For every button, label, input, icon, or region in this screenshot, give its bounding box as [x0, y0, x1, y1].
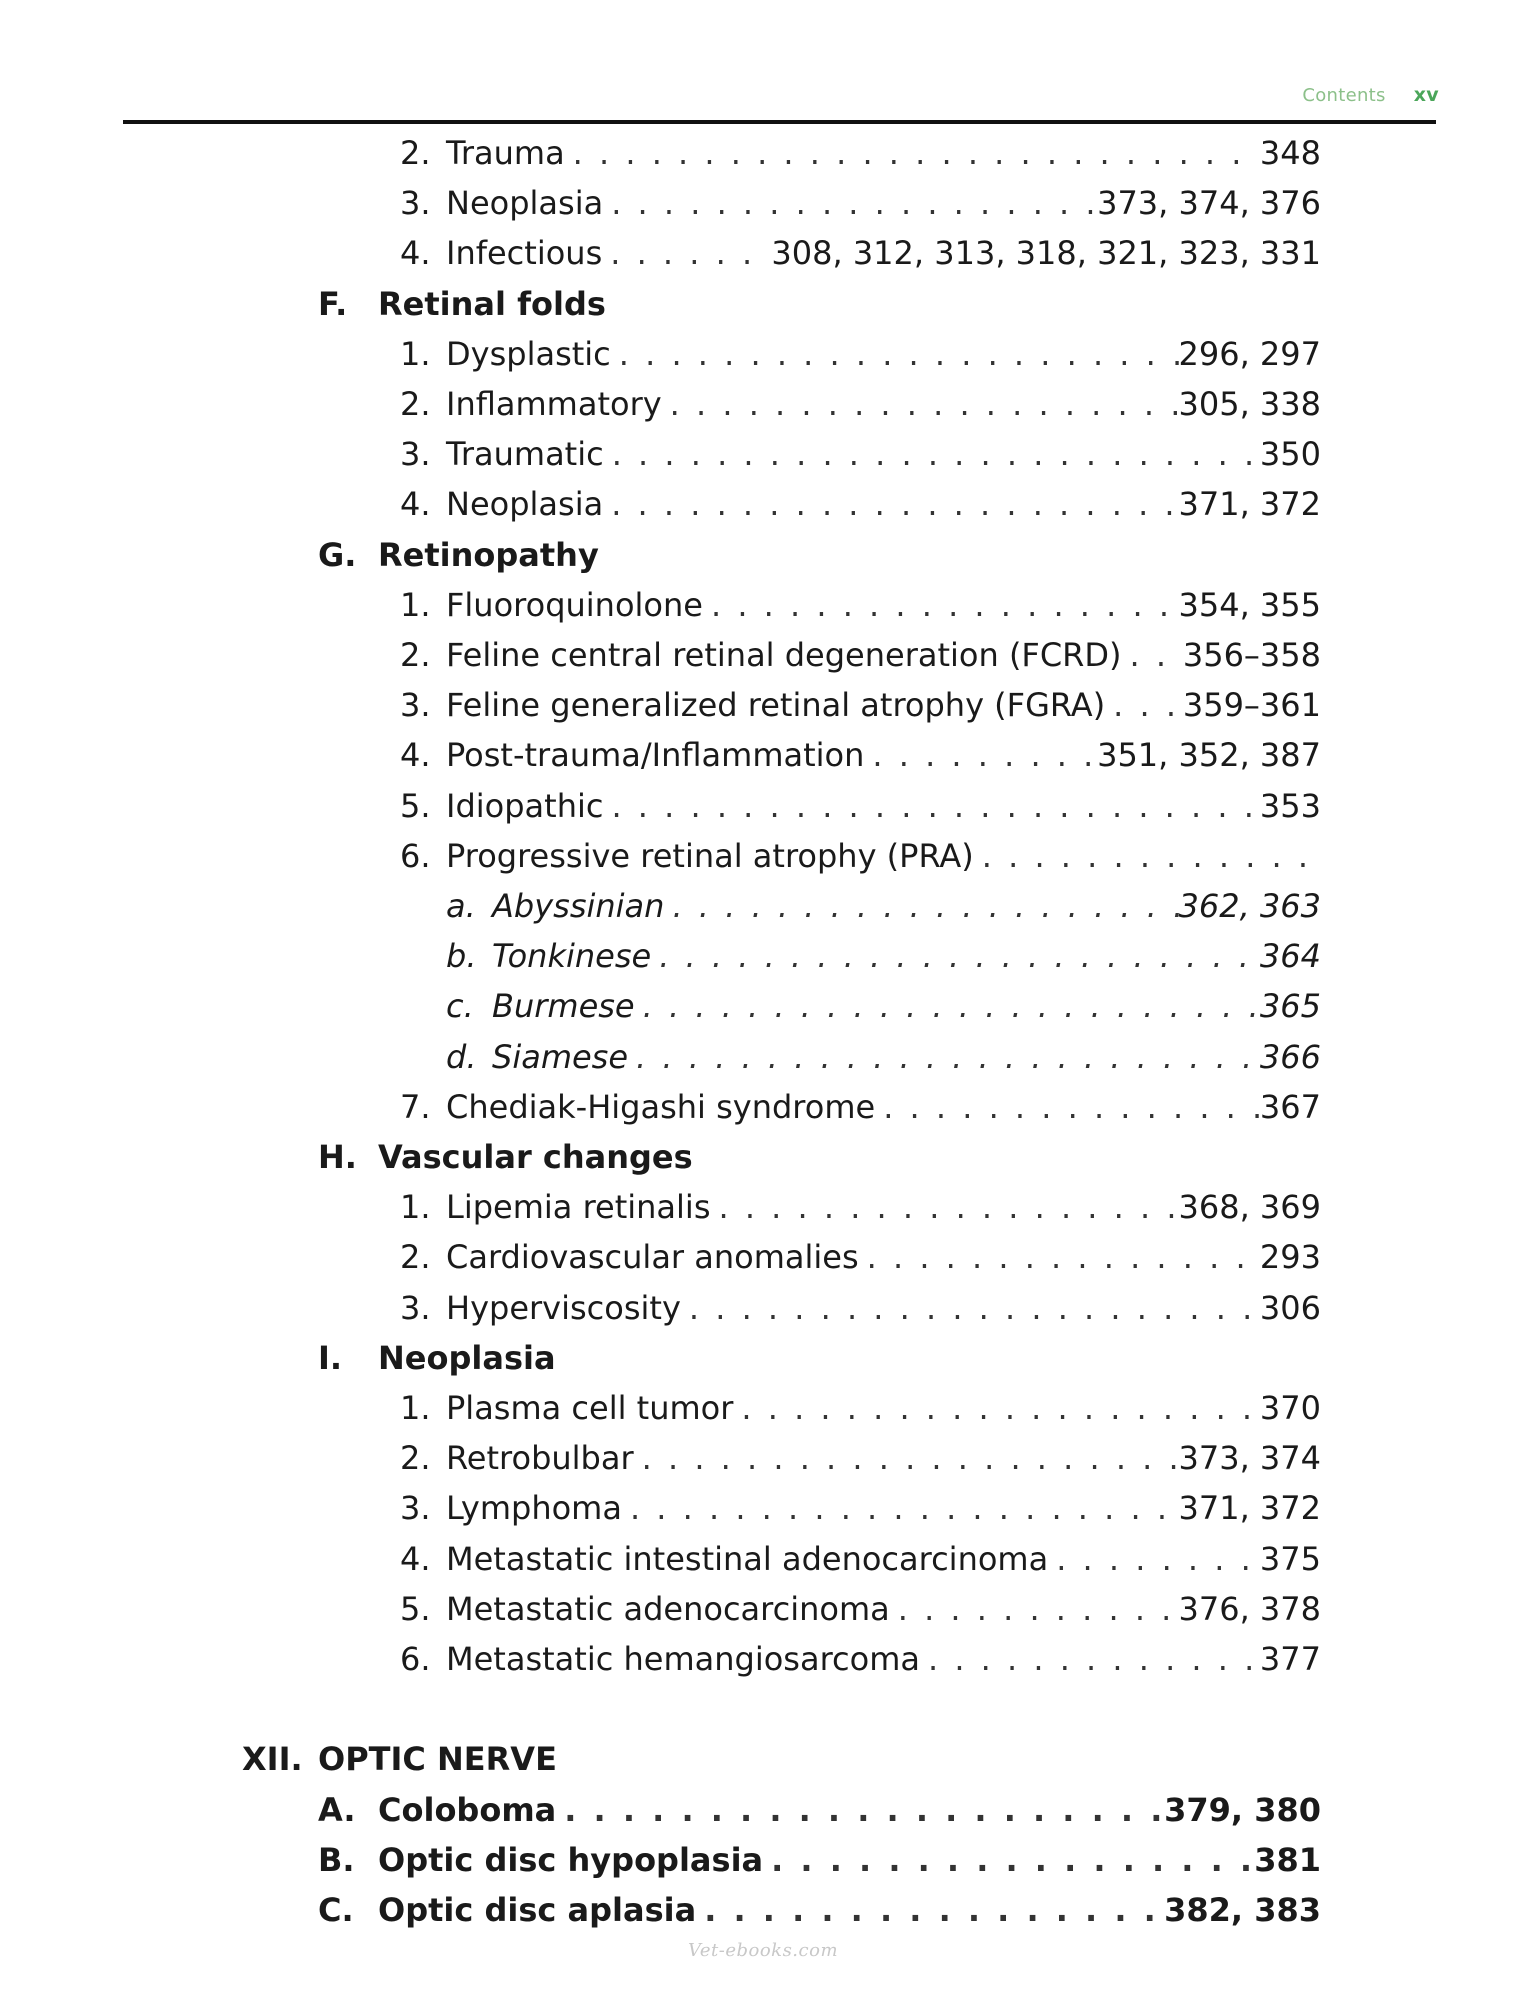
toc-entry-label: Dysplastic: [446, 334, 611, 373]
toc-entry[interactable]: [400, 730, 1321, 780]
toc-entry-number: d.: [446, 1037, 477, 1076]
dot-leader: [611, 329, 1179, 379]
toc-entry-pages: 381: [1254, 1840, 1321, 1879]
toc-entry-label: Retinal folds: [378, 284, 606, 323]
dot-leader: [890, 1584, 1179, 1634]
toc-entry-label: Siamese: [492, 1037, 629, 1076]
toc-entry[interactable]: [400, 329, 1321, 379]
toc-entry-label: Inflammatory: [446, 385, 662, 423]
toc-entry[interactable]: [318, 1785, 1321, 1835]
running-head: [1302, 84, 1439, 106]
toc-entry[interactable]: [446, 981, 1321, 1031]
toc-entry-label: Plasma cell tumor: [446, 1389, 734, 1427]
dot-leader: [1122, 630, 1183, 680]
toc-entry-number: I.: [318, 1338, 343, 1377]
toc-entry-number: H.: [318, 1138, 357, 1176]
toc-entry[interactable]: [400, 1383, 1321, 1433]
toc-entry-label: Cardiovascular anomalies: [446, 1238, 859, 1277]
toc-entry[interactable]: [400, 379, 1321, 429]
toc-entry-label: Feline generalized retinal atrophy (FGRA): [446, 686, 1106, 725]
header-rule: [123, 120, 1436, 124]
toc-entry-label: Tonkinese: [492, 937, 652, 976]
toc-entry-label: Burmese: [492, 987, 635, 1026]
toc-entry[interactable]: [400, 1433, 1321, 1483]
dot-leader: [604, 429, 1260, 479]
toc-entry-number: b.: [446, 937, 477, 976]
dot-leader: [859, 1232, 1260, 1282]
toc-entry-number: 2.: [400, 385, 431, 423]
toc-entry-number: F.: [318, 284, 348, 323]
toc-entry-number: 5.: [400, 1589, 431, 1628]
toc-entry-number: 3.: [400, 435, 431, 474]
toc-entry-label: Metastatic adenocarcinoma: [446, 1589, 890, 1628]
toc-entry-number: 4.: [400, 485, 431, 524]
toc-entry-pages: 362, 363: [1178, 887, 1321, 925]
toc-entry[interactable]: [400, 1182, 1321, 1232]
toc-entry-number: C.: [318, 1891, 354, 1929]
toc-entry-label: Idiopathic: [446, 786, 604, 825]
toc-entry[interactable]: [400, 1483, 1321, 1533]
toc-entry-label: Neoplasia: [446, 485, 604, 524]
watermark: Vet-ebooks.com: [688, 1940, 839, 1961]
toc-entry-number: G.: [318, 535, 357, 574]
toc-entry-number: 3.: [400, 686, 431, 725]
toc-entry-number: 2.: [400, 636, 431, 674]
dot-leader: [603, 178, 1097, 228]
toc-entry[interactable]: [400, 1534, 1321, 1584]
toc-entry-label: Abyssinian: [492, 887, 665, 925]
toc-entry[interactable]: [318, 530, 1321, 580]
toc-entry[interactable]: [318, 1835, 1321, 1885]
toc-entry-label: Infectious: [446, 234, 603, 273]
dot-leader: [634, 1433, 1179, 1483]
toc-entry-pages: 382, 383: [1164, 1891, 1321, 1929]
toc-entry-label: Fluoroquinolone: [446, 585, 703, 624]
toc-entry-number: 4.: [400, 1539, 431, 1578]
toc-entry-pages: 377: [1259, 1640, 1321, 1678]
toc-entry[interactable]: [318, 1333, 1321, 1383]
toc-entry-label: Neoplasia: [446, 184, 604, 223]
toc-entry-label: Chediak-Higashi syndrome: [446, 1087, 876, 1126]
toc-entry-label: Lipemia retinalis: [446, 1188, 711, 1227]
dot-leader: [1048, 1534, 1260, 1584]
toc-entry-label: Hyperviscosity: [446, 1288, 681, 1327]
toc-entry[interactable]: [400, 1232, 1321, 1282]
toc-entry-number: XII.: [242, 1740, 303, 1779]
toc-entry-label: Retinopathy: [378, 535, 599, 574]
toc-entry[interactable]: [400, 580, 1321, 630]
toc-entry-number: 3.: [400, 1288, 431, 1327]
toc-entry[interactable]: [400, 128, 1321, 178]
toc-entry-pages: 375: [1259, 1539, 1321, 1578]
toc-entry-number: 5.: [400, 786, 431, 825]
toc-entry[interactable]: [400, 680, 1321, 730]
dot-leader: [733, 1383, 1260, 1433]
toc-entry[interactable]: [318, 279, 1321, 329]
toc-entry-label: Lymphoma: [446, 1489, 622, 1528]
toc-entry-label: Post-trauma/Inflammation: [446, 736, 865, 775]
dot-leader: [602, 228, 771, 278]
toc-entry-pages: 356–358: [1182, 636, 1321, 674]
toc-entry-pages: 366: [1259, 1037, 1321, 1076]
toc-entry-number: 1.: [400, 334, 431, 373]
toc-entry-label: Metastatic intestinal adenocarcinoma: [446, 1539, 1049, 1578]
dot-leader: [651, 931, 1260, 981]
toc-entry[interactable]: [318, 1885, 1321, 1935]
dot-leader: [1105, 680, 1183, 730]
toc-entry[interactable]: [400, 1082, 1321, 1132]
toc-entry-number: 7.: [400, 1087, 431, 1126]
toc-entry-label: Progressive retinal atrophy (PRA): [446, 836, 974, 875]
toc-entry-number: 1.: [400, 1188, 431, 1227]
toc-entry-pages: 367: [1259, 1087, 1321, 1126]
toc-entry[interactable]: [400, 1634, 1321, 1684]
toc-entry-pages: 370: [1259, 1389, 1321, 1427]
toc-entry-pages: 359–361: [1182, 686, 1321, 725]
toc-entry-number: 4.: [400, 234, 431, 273]
toc-entry-label: Trauma: [446, 134, 565, 172]
toc-entry-number: 3.: [400, 184, 431, 223]
toc-entry[interactable]: [400, 831, 1313, 881]
toc-entry-pages: 353: [1259, 786, 1321, 825]
toc-entry-number: 2.: [400, 1238, 431, 1277]
toc-entry-pages: 351, 352, 387: [1097, 736, 1321, 775]
dot-leader: [763, 1835, 1254, 1885]
toc-entry[interactable]: [400, 178, 1321, 228]
dot-leader: [974, 831, 1313, 881]
toc-entry[interactable]: [400, 781, 1321, 831]
toc-entry-number: 3.: [400, 1489, 431, 1528]
toc-entry-label: Metastatic hemangiosarcoma: [446, 1640, 920, 1678]
dot-leader: [628, 1032, 1260, 1082]
toc-entry[interactable]: [318, 1132, 1321, 1182]
toc-entry-pages: 368, 369: [1178, 1188, 1321, 1227]
toc-entry-number: a.: [446, 887, 476, 925]
dot-leader: [603, 781, 1259, 831]
toc-entry-label: Feline central retinal degeneration (FCRD): [446, 636, 1122, 674]
dot-leader: [875, 1082, 1260, 1132]
page-number: xv: [1413, 84, 1439, 106]
toc-entry-label: Vascular changes: [378, 1138, 693, 1176]
toc-entry-number: 2.: [400, 1439, 431, 1478]
toc-entry[interactable]: [400, 228, 1321, 278]
toc-entry-number: 1.: [400, 1389, 431, 1427]
toc-entry-pages: 373, 374: [1178, 1439, 1321, 1478]
toc-entry-number: 6.: [400, 836, 431, 875]
toc-entry-pages: 296, 297: [1178, 334, 1321, 373]
toc-entry-pages: 308, 312, 313, 318, 321, 323, 331: [771, 234, 1321, 273]
toc-entry-label: Traumatic: [446, 435, 604, 474]
dot-leader: [603, 479, 1178, 529]
toc-entry-pages: 306: [1259, 1288, 1321, 1327]
dot-leader: [703, 580, 1179, 630]
dot-leader: [664, 881, 1178, 931]
toc-entry[interactable]: [446, 1032, 1321, 1082]
dot-leader: [681, 1283, 1260, 1333]
dot-leader: [565, 128, 1260, 178]
toc-entry-label: Neoplasia: [378, 1338, 556, 1377]
dot-leader: [556, 1785, 1164, 1835]
toc-entry[interactable]: [400, 429, 1321, 479]
toc-entry[interactable]: [400, 1283, 1321, 1333]
toc-entry-label: Optic disc aplasia: [378, 1891, 697, 1929]
toc-entry-number: c.: [446, 987, 474, 1026]
toc-entry-pages: 371, 372: [1178, 485, 1321, 524]
toc-entry-pages: 293: [1259, 1238, 1321, 1277]
toc-entry-label: OPTIC NERVE: [318, 1740, 557, 1779]
toc-entry-number: B.: [318, 1840, 355, 1879]
dot-leader: [920, 1634, 1260, 1684]
toc-entry-label: Coloboma: [378, 1790, 557, 1829]
toc-entry-pages: 305, 338: [1178, 385, 1321, 423]
toc-entry-pages: 350: [1259, 435, 1321, 474]
toc-entry[interactable]: [400, 479, 1321, 529]
dot-leader: [635, 981, 1260, 1031]
toc-entry-pages: 379, 380: [1164, 1790, 1321, 1829]
dot-leader: [662, 379, 1179, 429]
toc-entry[interactable]: [446, 881, 1321, 931]
toc-entry-number: 6.: [400, 1640, 431, 1678]
dot-leader: [864, 730, 1097, 780]
toc-entry-pages: 354, 355: [1178, 585, 1321, 624]
toc-entry-label: Optic disc hypoplasia: [378, 1840, 764, 1879]
toc-entry-pages: 348: [1259, 134, 1321, 172]
toc-entry-number: A.: [318, 1790, 356, 1829]
toc-entry[interactable]: [400, 630, 1321, 680]
dot-leader: [622, 1483, 1179, 1533]
toc-entry[interactable]: [446, 931, 1321, 981]
toc-entry-label: Retrobulbar: [446, 1439, 634, 1478]
toc-entry-number: 1.: [400, 585, 431, 624]
toc-entry-pages: 364: [1259, 937, 1321, 976]
toc-entry[interactable]: [400, 1584, 1321, 1634]
dot-leader: [710, 1182, 1178, 1232]
running-head-title: Contents: [1302, 85, 1386, 106]
dot-leader: [696, 1885, 1164, 1935]
toc-entry[interactable]: [242, 1734, 1321, 1784]
toc-entry-number: 2.: [400, 134, 431, 172]
toc-entry-pages: 371, 372: [1178, 1489, 1321, 1528]
toc-entry-pages: 365: [1259, 987, 1321, 1026]
toc-entry-pages: 376, 378: [1178, 1589, 1321, 1628]
toc-entry-pages: 373, 374, 376: [1097, 184, 1321, 223]
toc-entry-number: 4.: [400, 736, 431, 775]
